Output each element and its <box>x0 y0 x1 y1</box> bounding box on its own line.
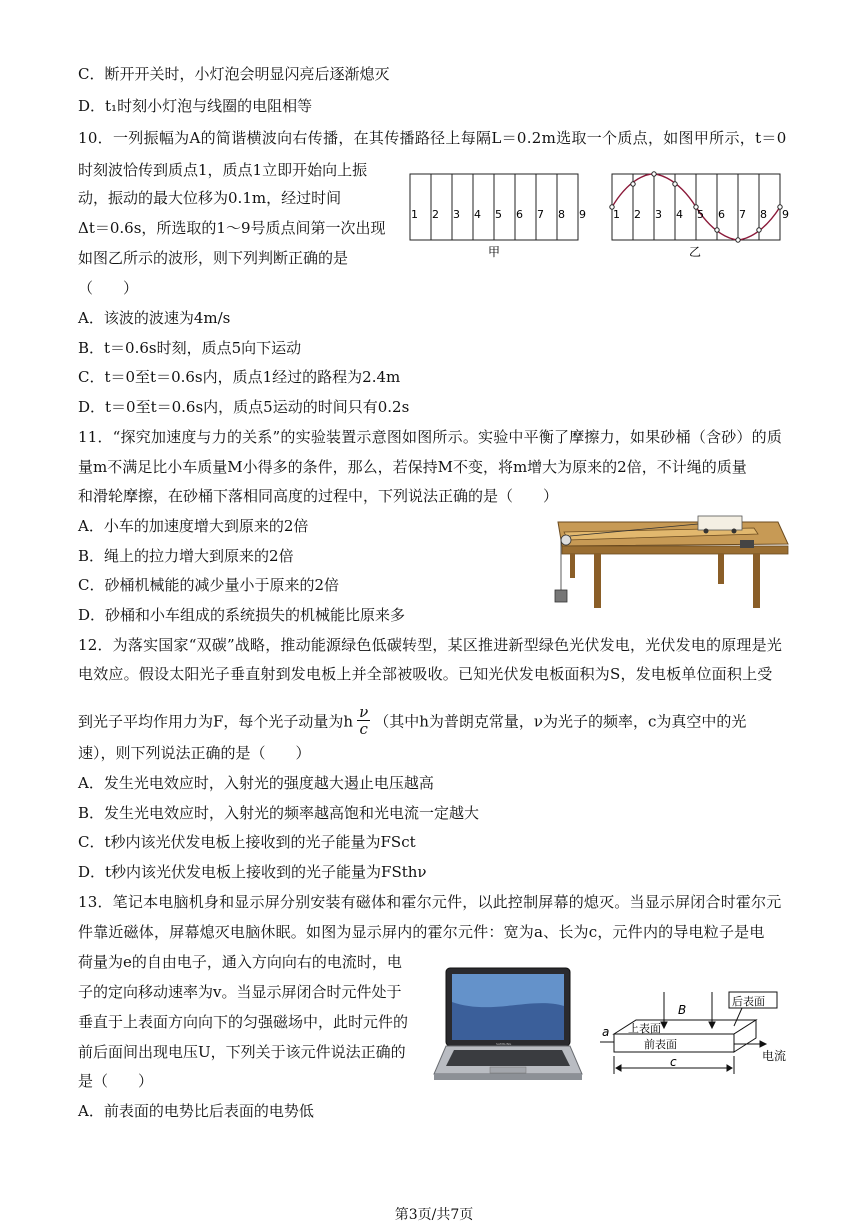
point-label-a-3: 3 <box>453 208 460 221</box>
length-label-c: c <box>670 1055 677 1069</box>
pulley-icon <box>561 535 571 545</box>
fraction-numerator: ν <box>359 703 369 721</box>
caption-jia: 甲 <box>488 245 501 259</box>
question-13-line5: 垂直于上表面方向向下的匀强磁场中，此时元件的 <box>78 1013 409 1031</box>
option-b-q10: B．t＝0.6s时刻，质点5向下运动 <box>78 339 302 357</box>
option-a-q10: A．该波的波速为4m/s <box>78 309 231 327</box>
current-label: 电流 <box>762 1049 787 1063</box>
question-11-line2: 量m不满足比小车质量M小得多的条件，那么，若保持M不变，将m增大为原来的2倍，不计绳的质量 <box>78 458 747 476</box>
sand-bucket-icon <box>555 590 567 602</box>
option-a-q11: A．小车的加速度增大到原来的2倍 <box>78 517 309 535</box>
width-label-a: a <box>602 1025 610 1039</box>
page-number: 第3页/共7页 <box>394 1207 474 1223</box>
question-10-line3: 动，振动的最大位移为0.1m，经过时间 <box>78 189 342 207</box>
question-13-line7: 是（ ） <box>78 1072 154 1090</box>
point-label-b-6: 6 <box>718 208 725 221</box>
point-label-b-2: 2 <box>634 208 641 221</box>
laptop-brand: SAMSUNG <box>496 1042 512 1046</box>
option-b-q11: B．绳上的拉力增大到原来的2倍 <box>78 547 294 565</box>
option-c-q12: C．t秒内该光伏发电板上接收到的光子能量为FSct <box>78 833 416 851</box>
grid-b-labels <box>613 208 789 221</box>
question-12-stem: 12．为落实国家“双碳”战略，推动能源绿色低碳转型，某区推进新型绿色光伏发电，光伏发电的原理是光 <box>78 636 783 654</box>
back-face-label: 后表面 <box>732 995 765 1008</box>
question-11-stem: 11．“探究加速度与力的关系”的实验装置示意图如图所示。实验中平衡了摩擦力，如果砂桶（含砂）的质 <box>78 428 783 446</box>
question-12-line3-a: 到光子平均作用力为F，每个光子动量为h <box>78 712 354 731</box>
point-label-b-5: 5 <box>697 208 704 221</box>
question-11-line3: 和滑轮摩擦，在砂桶下落相同高度的过程中，下列说法正确的是（ ） <box>78 487 559 505</box>
question-12-line2: 电效应。假设太阳光子垂直射到发电板上并全部被吸收。已知光伏发电板面积为S，发电板单位面积上受 <box>78 665 773 683</box>
option-d-q9: D．t₁时刻小灯泡与线圈的电阻相等 <box>78 97 313 115</box>
option-d-q12: D．t秒内该光伏发电板上接收到的光子能量为FSthν <box>78 863 427 881</box>
caption-yi: 乙 <box>689 245 702 259</box>
front-face-label: 前表面 <box>644 1038 677 1051</box>
question-10-line5: 如图乙所示的波形，则下列判断正确的是 <box>78 249 349 267</box>
laptop-icon <box>434 968 582 1080</box>
question-10-line4: Δt＝0.6s，所选取的1～9号质点间第一次出现 <box>78 219 386 237</box>
question-13-line6: 前后面间出现电压U，下列关于该元件说法正确的 <box>78 1043 406 1061</box>
question-13-line4: 子的定向移动速率为v。当显示屏闭合时元件处于 <box>78 983 402 1001</box>
point-label-b-1: 1 <box>613 208 620 221</box>
point-label-a-4: 4 <box>474 208 481 221</box>
point-label-a-8: 8 <box>558 208 565 221</box>
fraction-denominator: c <box>359 720 368 738</box>
option-c-q9: C．断开开关时，小灯泡会明显闪亮后逐渐熄灭 <box>78 65 390 83</box>
top-face-label: 上表面 <box>628 1022 661 1035</box>
point-label-a-5: 5 <box>495 208 502 221</box>
point-label-b-7: 7 <box>739 208 746 221</box>
grid-a <box>410 174 578 240</box>
option-d-q11: D．砂桶和小车组成的系统损失的机械能比原来多 <box>78 606 406 624</box>
question-12-line3-b: （其中h为普朗克常量，ν为光子的频率，c为真空中的光 <box>374 712 747 731</box>
question-13-line2: 件靠近磁体，屏幕熄灭电脑休眠。如图为显示屏内的霍尔元件：宽为a、长为c，元件内的导电粒子是电 <box>78 923 765 941</box>
option-a-q12: A．发生光电效应时，入射光的强度越大遏止电压越高 <box>78 774 434 792</box>
point-label-b-9: 9 <box>782 208 789 221</box>
point-label-b-3: 3 <box>655 208 662 221</box>
point-label-a-6: 6 <box>516 208 523 221</box>
option-b-q12: B．发生光电效应时，入射光的频率越高饱和光电流一定越大 <box>78 804 480 822</box>
option-c-q11: C．砂桶机械能的减少量小于原来的2倍 <box>78 576 340 594</box>
hall-element-figure <box>596 986 796 1080</box>
option-d-q10: D．t＝0至t＝0.6s内，质点5运动的时间只有0.2s <box>78 398 410 416</box>
point-label-b-8: 8 <box>760 208 767 221</box>
field-label-b: B <box>678 1003 687 1017</box>
point-label-a-2: 2 <box>432 208 439 221</box>
question-10-stem: 10．一列振幅为A的简谐横波向右传播，在其传播路径上每隔L＝0.2m选取一个质点，如图甲所示，t＝0 <box>78 129 787 147</box>
point-label-b-4: 4 <box>676 208 683 221</box>
point-label-a-1: 1 <box>411 208 418 221</box>
question-12-line4: 速），则下列说法正确的是（ ） <box>78 744 311 762</box>
wave-figure <box>405 168 795 264</box>
laptop-figure <box>432 966 584 1084</box>
experiment-apparatus-figure <box>548 510 790 610</box>
question-12-line3 <box>78 703 747 739</box>
momentum-fraction <box>357 704 370 737</box>
point-label-a-9: 9 <box>579 208 586 221</box>
question-10-line2: 时刻波恰传到质点1，质点1立即开始向上振 <box>78 161 368 179</box>
question-10-bracket: （ ） <box>78 279 139 297</box>
option-a-q13: A．前表面的电势比后表面的电势低 <box>78 1102 314 1120</box>
grid-a-labels <box>411 208 586 221</box>
point-label-a-7: 7 <box>537 208 544 221</box>
question-13-stem: 13．笔记本电脑机身和显示屏分别安装有磁体和霍尔元件，以此控制屏幕的熄灭。当显示屏闭合时霍尔元 <box>78 893 782 911</box>
question-13-line3: 荷量为e的自由电子，通入方向向右的电流时，电 <box>78 953 402 971</box>
option-c-q10: C．t＝0至t＝0.6s内，质点1经过的路程为2.4m <box>78 368 401 386</box>
